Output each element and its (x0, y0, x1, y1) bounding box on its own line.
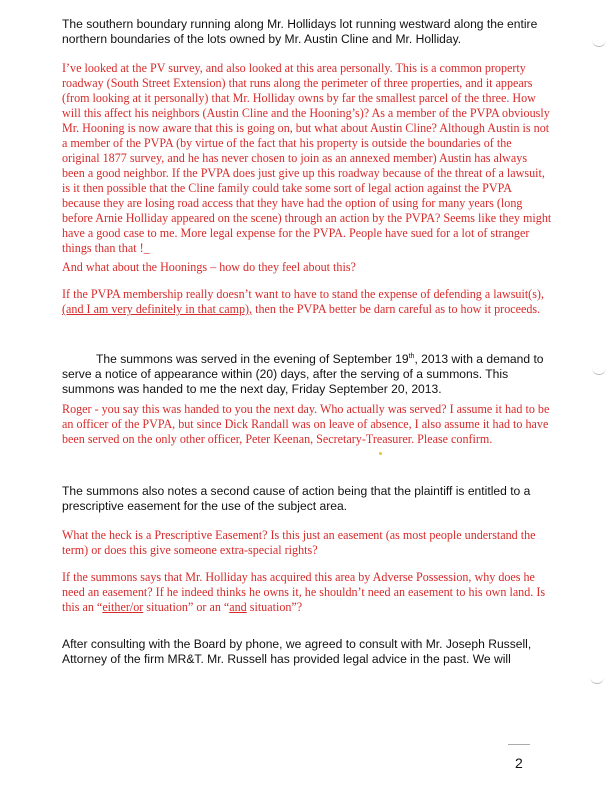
lawsuit-text-end: then the PVPA better be darn careful as to how it proceeds. (252, 302, 541, 316)
summons-text-start: The summons was served in the evening of September 19 (96, 352, 409, 366)
comment-adverse-possession-paragraph (62, 570, 552, 615)
scan-mark (592, 368, 606, 375)
summons-served-paragraph (62, 352, 552, 397)
scan-mark (590, 677, 604, 684)
either-or-underlined: either/or (102, 600, 144, 614)
adverse-text-end: situation”? (246, 600, 303, 614)
lawsuit-text-start: If the PVPA membership really doesn’t want to have to stand the expense of defending a lawsuit(s), (62, 287, 544, 301)
comment-lawsuit-paragraph (62, 287, 552, 317)
scan-speck (379, 452, 382, 455)
second-cause-paragraph: The summons also notes a second cause of action being that the plaintiff is entitled to a prescriptive easement for the use of the subject area. (62, 484, 531, 513)
ordinal-suffix: th (408, 352, 415, 360)
adverse-text-mid: situation” or an “ (143, 600, 230, 614)
comment-easement-paragraph: What the heck is a Prescriptive Easement? Is this just an easement (as most people understand the term) or does this give someone extra-special rights? (62, 528, 536, 557)
adverse-text-start: If the summons says that Mr. Holliday has acquired this area by Adverse Possession, why does he need an easement? If he indeed thinks he owns it, he shouldn’t need an easement to his own land. Is this an “ (62, 570, 546, 614)
consulting-paragraph: After consulting with the Board by phone, we agreed to consult with Mr. Joseph Russell, Attorney of the firm MR&T. Mr. Russell has provided legal advice in the past. We will (62, 637, 532, 666)
boundary-paragraph: The southern boundary running along Mr. Hollidays lot running westward along the entire northern boundaries of the lots owned by Mr. Austin Cline and Mr. Holliday. (62, 17, 538, 46)
page-number: 2 (515, 755, 523, 771)
scan-mark (592, 40, 606, 47)
lawsuit-underlined-text: (and I am very definitely in that camp), (62, 302, 253, 316)
summons-text-end: , 2013 with a demand to serve a notice of appearance within (20) days, after the serving of a summons. This summons was handed to me the next day, Friday September 20, 2013. (62, 352, 544, 396)
comment-survey-paragraph: I’ve looked at the PV survey, and also looked at this area personally. This is a common property roadway (South Street Extension) that runs along the perimeter of three properties, and it appears (from looking at it personally) that Mr. Holliday owns by far the smallest parcel of the three. How will this affect his neighbors (Austin Cline and the Hooning’s)? As a member of the PVPA obviously Mr. Hooning is now aware that this is going on, but what about Austin Cline? Although Austin is not a member of the PVPA (by virtue of the fact that his property is outside the boundaries of the original 1877 survey, and he has never chosen to join as an annexed member) Austin has always been a good neighbor. If the PVPA does just give up this roadway because of the threat of a lawsuit, is it then possible that the Cline family could take some sort of legal action against the PVPA because they are losing road access that they have had the option of using for many years (long before Arnie Holliday appeared on the scene) through an action by the PVPA? Seems like they might have a good case to me. More legal expense for the PVPA. People have sued for a lot of stranger things than that !_ (62, 61, 552, 255)
comment-roger-paragraph: Roger - you say this was handed to you the next day. Who actually was served? I assume it had to be an officer of the PVPA, but since Dick Randall was on leave of absence, I also assume it had to have been served on the only other officer, Peter Keenan, Secretary-Treasurer. Please confirm. (62, 402, 550, 446)
and-underlined: and (229, 600, 247, 614)
comment-hoonings-paragraph: And what about the Hoonings – how do they feel about this? (62, 260, 356, 274)
page-number-rule (508, 744, 530, 745)
